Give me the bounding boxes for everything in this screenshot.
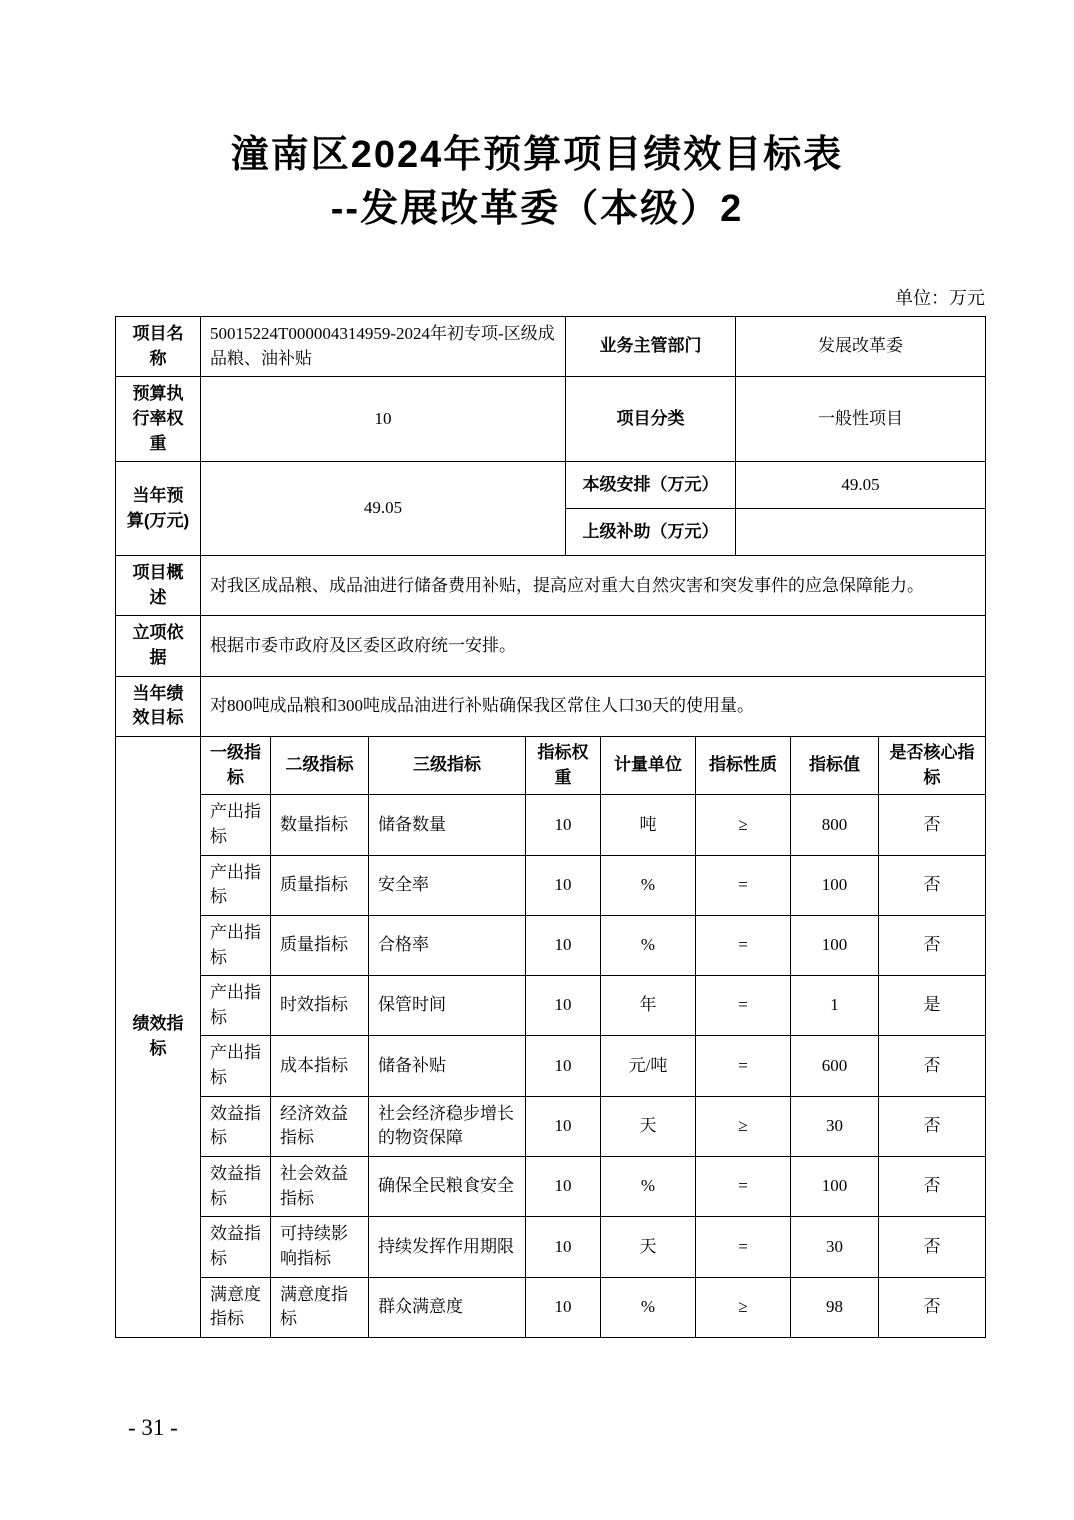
- indicator-unit: 天: [601, 1217, 696, 1277]
- indicator-nature: =: [696, 1036, 791, 1096]
- indicator-level3: 储备数量: [369, 795, 526, 855]
- indicator-unit: %: [601, 1157, 696, 1217]
- category-label: 项目分类: [566, 377, 736, 462]
- header-level2: 二级指标: [271, 737, 369, 795]
- document-title: [0, 0, 1074, 236]
- indicator-value: 800: [791, 795, 879, 855]
- indicator-value: 100: [791, 915, 879, 975]
- indicator-weight: 10: [526, 976, 601, 1036]
- indicator-nature: ≥: [696, 795, 791, 855]
- indicator-level1: 效益指标: [201, 1157, 271, 1217]
- indicator-weight: 10: [526, 1277, 601, 1337]
- indicator-nature: =: [696, 915, 791, 975]
- indicator-core: 否: [879, 795, 986, 855]
- indicator-row: [116, 1096, 986, 1156]
- indicator-level2: 社会效益指标: [271, 1157, 369, 1217]
- row-basis: [116, 616, 986, 676]
- row-year-budget-a: [116, 462, 986, 509]
- indicator-table: [115, 736, 986, 1338]
- document-title-line2: --发展改革委（本级）2: [330, 188, 744, 230]
- own-level-label: 本级安排（万元）: [566, 462, 736, 509]
- header-core: 是否核心指标: [879, 737, 986, 795]
- indicator-level3: 社会经济稳步增长的物资保障: [369, 1096, 526, 1156]
- indicator-level1: 效益指标: [201, 1217, 271, 1277]
- indicator-unit: 元/吨: [601, 1036, 696, 1096]
- indicator-level1: 产出指标: [201, 1036, 271, 1096]
- indicator-level2: 可持续影响指标: [271, 1217, 369, 1277]
- indicator-level1: 产出指标: [201, 795, 271, 855]
- indicator-core: 否: [879, 1096, 986, 1156]
- indicator-row: [116, 915, 986, 975]
- indicator-unit: 天: [601, 1096, 696, 1156]
- row-budget-exec-weight: [116, 377, 986, 462]
- indicator-row: [116, 1157, 986, 1217]
- indicator-level1: 产出指标: [201, 976, 271, 1036]
- indicator-level2: 时效指标: [271, 976, 369, 1036]
- indicator-core: 是: [879, 976, 986, 1036]
- indicator-level1: 产出指标: [201, 915, 271, 975]
- row-project-name: [116, 317, 986, 377]
- indicator-row: [116, 976, 986, 1036]
- indicator-header-row: [116, 737, 986, 795]
- indicator-row: [116, 855, 986, 915]
- row-overview: [116, 556, 986, 616]
- indicator-nature: =: [696, 1157, 791, 1217]
- indicator-nature: =: [696, 1217, 791, 1277]
- overview-value: 对我区成品粮、成品油进行储备费用补贴，提高应对重大自然灾害和突发事件的应急保障能力。: [201, 556, 986, 616]
- indicator-level2: 成本指标: [271, 1036, 369, 1096]
- page-number: - 31 -: [128, 1415, 178, 1440]
- indicator-nature: ≥: [696, 1096, 791, 1156]
- indicator-nature: ≥: [696, 1277, 791, 1337]
- indicator-value: 100: [791, 855, 879, 915]
- header-weight: 指标权重: [526, 737, 601, 795]
- indicator-table-body: [116, 737, 986, 1338]
- header-unit: 计量单位: [601, 737, 696, 795]
- indicator-level2: 数量指标: [271, 795, 369, 855]
- project-info-table: [115, 316, 986, 737]
- indicator-core: 否: [879, 855, 986, 915]
- indicator-core: 否: [879, 1277, 986, 1337]
- indicator-value: 98: [791, 1277, 879, 1337]
- indicator-weight: 10: [526, 795, 601, 855]
- overview-label: 项目概述: [116, 556, 201, 616]
- indicator-core: 否: [879, 1157, 986, 1217]
- indicator-level3: 持续发挥作用期限: [369, 1217, 526, 1277]
- indicator-row: [116, 1217, 986, 1277]
- upper-subsidy-label: 上级补助（万元）: [566, 509, 736, 556]
- indicator-level1: 满意度指标: [201, 1277, 271, 1337]
- indicator-core: 否: [879, 915, 986, 975]
- indicator-value: 30: [791, 1217, 879, 1277]
- indicator-level1: 产出指标: [201, 855, 271, 915]
- indicator-level2: 质量指标: [271, 855, 369, 915]
- indicator-value: 600: [791, 1036, 879, 1096]
- unit-note: 单位：万元: [895, 288, 985, 308]
- indicator-unit: %: [601, 915, 696, 975]
- header-level3: 三级指标: [369, 737, 526, 795]
- document-title-line1: 潼南区2024年预算项目绩效目标表: [230, 134, 844, 176]
- indicator-level2: 满意度指标: [271, 1277, 369, 1337]
- budget-exec-weight-label: 预算执行率权重: [116, 377, 201, 462]
- indicator-section-label: 绩效指标: [116, 737, 201, 1338]
- indicator-core: 否: [879, 1036, 986, 1096]
- indicator-level3: 保管时间: [369, 976, 526, 1036]
- goal-label: 当年绩效目标: [116, 676, 201, 736]
- indicator-row: [116, 1036, 986, 1096]
- basis-value: 根据市委市政府及区委区政府统一安排。: [201, 616, 986, 676]
- indicator-weight: 10: [526, 855, 601, 915]
- indicator-level2: 经济效益指标: [271, 1096, 369, 1156]
- budget-exec-weight-value: 10: [201, 377, 566, 462]
- indicator-level2: 质量指标: [271, 915, 369, 975]
- indicator-nature: =: [696, 855, 791, 915]
- goal-value: 对800吨成品粮和300吨成品油进行补贴确保我区常住人口30天的使用量。: [201, 676, 986, 736]
- indicator-weight: 10: [526, 1217, 601, 1277]
- indicator-weight: 10: [526, 1157, 601, 1217]
- indicator-weight: 10: [526, 1096, 601, 1156]
- header-value: 指标值: [791, 737, 879, 795]
- indicator-core: 否: [879, 1217, 986, 1277]
- indicator-unit: 吨: [601, 795, 696, 855]
- indicator-value: 30: [791, 1096, 879, 1156]
- indicator-level3: 储备补贴: [369, 1036, 526, 1096]
- indicator-value: 100: [791, 1157, 879, 1217]
- indicator-level3: 合格率: [369, 915, 526, 975]
- indicator-level1: 效益指标: [201, 1096, 271, 1156]
- year-budget-label: 当年预算(万元): [116, 462, 201, 556]
- category-value: 一般性项目: [736, 377, 986, 462]
- indicator-unit: %: [601, 1277, 696, 1337]
- indicator-weight: 10: [526, 915, 601, 975]
- indicator-unit: 年: [601, 976, 696, 1036]
- indicator-level3: 群众满意度: [369, 1277, 526, 1337]
- indicator-row: [116, 795, 986, 855]
- indicator-level3: 确保全民粮食安全: [369, 1157, 526, 1217]
- year-budget-value: 49.05: [201, 462, 566, 556]
- dept-value: 发展改革委: [736, 317, 986, 377]
- indicator-value: 1: [791, 976, 879, 1036]
- indicator-nature: =: [696, 976, 791, 1036]
- indicator-unit: %: [601, 855, 696, 915]
- row-goal: [116, 676, 986, 736]
- indicator-weight: 10: [526, 1036, 601, 1096]
- dept-label: 业务主管部门: [566, 317, 736, 377]
- basis-label: 立项依据: [116, 616, 201, 676]
- own-level-value: 49.05: [736, 462, 986, 509]
- header-nature: 指标性质: [696, 737, 791, 795]
- indicator-level3: 安全率: [369, 855, 526, 915]
- header-level1: 一级指标: [201, 737, 271, 795]
- project-name-label: 项目名称: [116, 317, 201, 377]
- indicator-row: [116, 1277, 986, 1337]
- upper-subsidy-value: [736, 509, 986, 556]
- project-name-value: 50015224T000004314959-2024年初专项-区级成品粮、油补贴: [201, 317, 566, 377]
